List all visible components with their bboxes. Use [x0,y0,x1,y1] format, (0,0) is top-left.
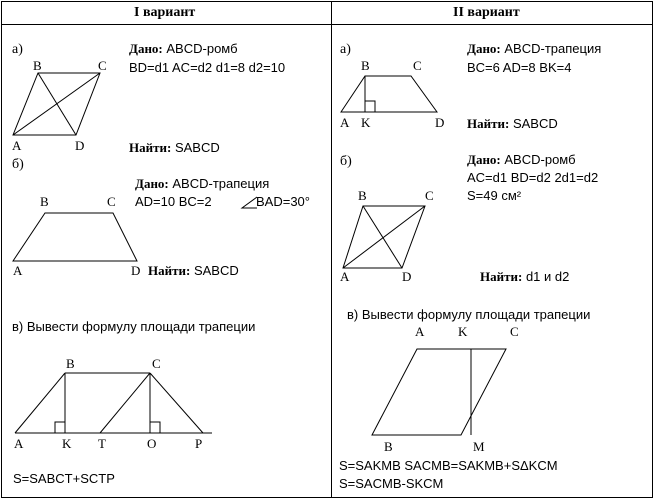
v2a-find-label: Найти: [467,116,510,131]
v2a-point-K: K [361,115,371,130]
v2a-marker: а) [340,42,351,57]
v1a-marker: а) [12,42,23,57]
v1b-find-label: Найти: [148,263,191,278]
v1b-marker: б) [12,157,24,172]
v2b-find [480,270,569,283]
v2b-point-B: B [358,188,367,203]
v1a-find-text: SABCD [174,140,220,155]
v1c-point-A: A [14,436,24,451]
v2b-given-line2: AC=d1 BD=d2 2d1=d2 [467,170,599,185]
v1a-point-B: B [33,58,42,73]
v1a-point-C: C [98,58,107,73]
v2b-given-line3: S=49 см² [467,188,522,203]
v1c-point-T: T [98,436,106,451]
v1b-given-angle: BAD=30° [256,194,310,209]
v2a-given-text: ABCD-трапеция [504,41,602,56]
v2c-point-C: C [510,324,519,339]
variant2-title: II вариант [453,5,520,20]
v2a-point-D: D [435,115,445,130]
v2a-trapezoid-figure [330,70,450,120]
v2a-find-text: SABCD [512,116,558,131]
v2b-given [467,153,576,166]
v2a-given [467,42,601,55]
v1b-given [135,177,269,190]
v1a-point-A: A [12,138,22,153]
v2c-parallelogram-figure [370,340,530,450]
v1a-given-values: BD=d1 AC=d2 d1=8 d2=10 [129,60,286,75]
v1a-given-text: ABCD-ромб [166,41,238,56]
v2a-given-values: BC=6 AD=8 BK=4 [467,60,572,75]
v1a-given-label: Дано: [129,41,163,56]
v1b-point-A: A [13,263,23,278]
v2b-point-D: D [402,269,412,284]
v2c-formula1: S=SAKMB SACMB=SAKMB+SΔKCM [339,458,558,473]
v1b-given-values: AD=10 BC=2 [135,194,212,209]
v1c-point-K: K [62,436,72,451]
v2b-given-label: Дано: [467,152,501,167]
v2c-point-A: A [415,324,425,339]
v1b-point-D: D [131,263,141,278]
v2c-task: в) Вывести формулу площади трапеции [347,307,591,322]
v2c-formula2: S=SACMB-SKCM [339,476,444,491]
v1a-given [129,42,238,55]
v1c-trapezoid-figure [0,365,230,445]
v1b-find [148,264,239,277]
v2a-given-label: Дано: [467,41,501,56]
v2b-given-text: ABCD-ромб [504,152,576,167]
v1c-point-O: O [147,436,157,451]
v1b-point-B: B [40,194,49,209]
v2b-point-A: A [340,269,350,284]
v1c-point-C: C [152,356,161,371]
v1c-task: в) Вывести формулу площади трапеции [12,319,256,334]
v1c-point-B: B [66,356,75,371]
v2a-point-C: C [413,58,422,73]
v1c-point-P: P [195,436,203,451]
v1b-given-label: Дано: [135,176,169,191]
v2b-find-label: Найти: [480,269,523,284]
v2b-point-C: C [425,188,434,203]
v2c-point-B: B [384,439,393,454]
v1a-find-label: Найти: [129,140,172,155]
v2b-rhombus-figure [330,198,440,278]
v2b-marker: б) [340,154,352,169]
v2a-point-A: A [340,115,350,130]
v1b-given-text: ABCD-трапеция [172,176,270,191]
variant1-title: I вариант [134,5,196,20]
v1a-point-D: D [75,138,85,153]
v2a-point-B: B [361,58,370,73]
v1c-formula: S=SABCT+SCTP [13,471,115,486]
v2c-point-K: K [458,324,468,339]
v2a-find [467,117,558,130]
v2b-find-text: d1 и d2 [525,269,570,284]
v1a-find [129,141,220,154]
v1b-point-C: C [107,194,116,209]
v1b-trapezoid-figure [0,200,150,270]
v1b-find-text: SABCD [193,263,239,278]
v2c-point-M: M [473,439,485,454]
